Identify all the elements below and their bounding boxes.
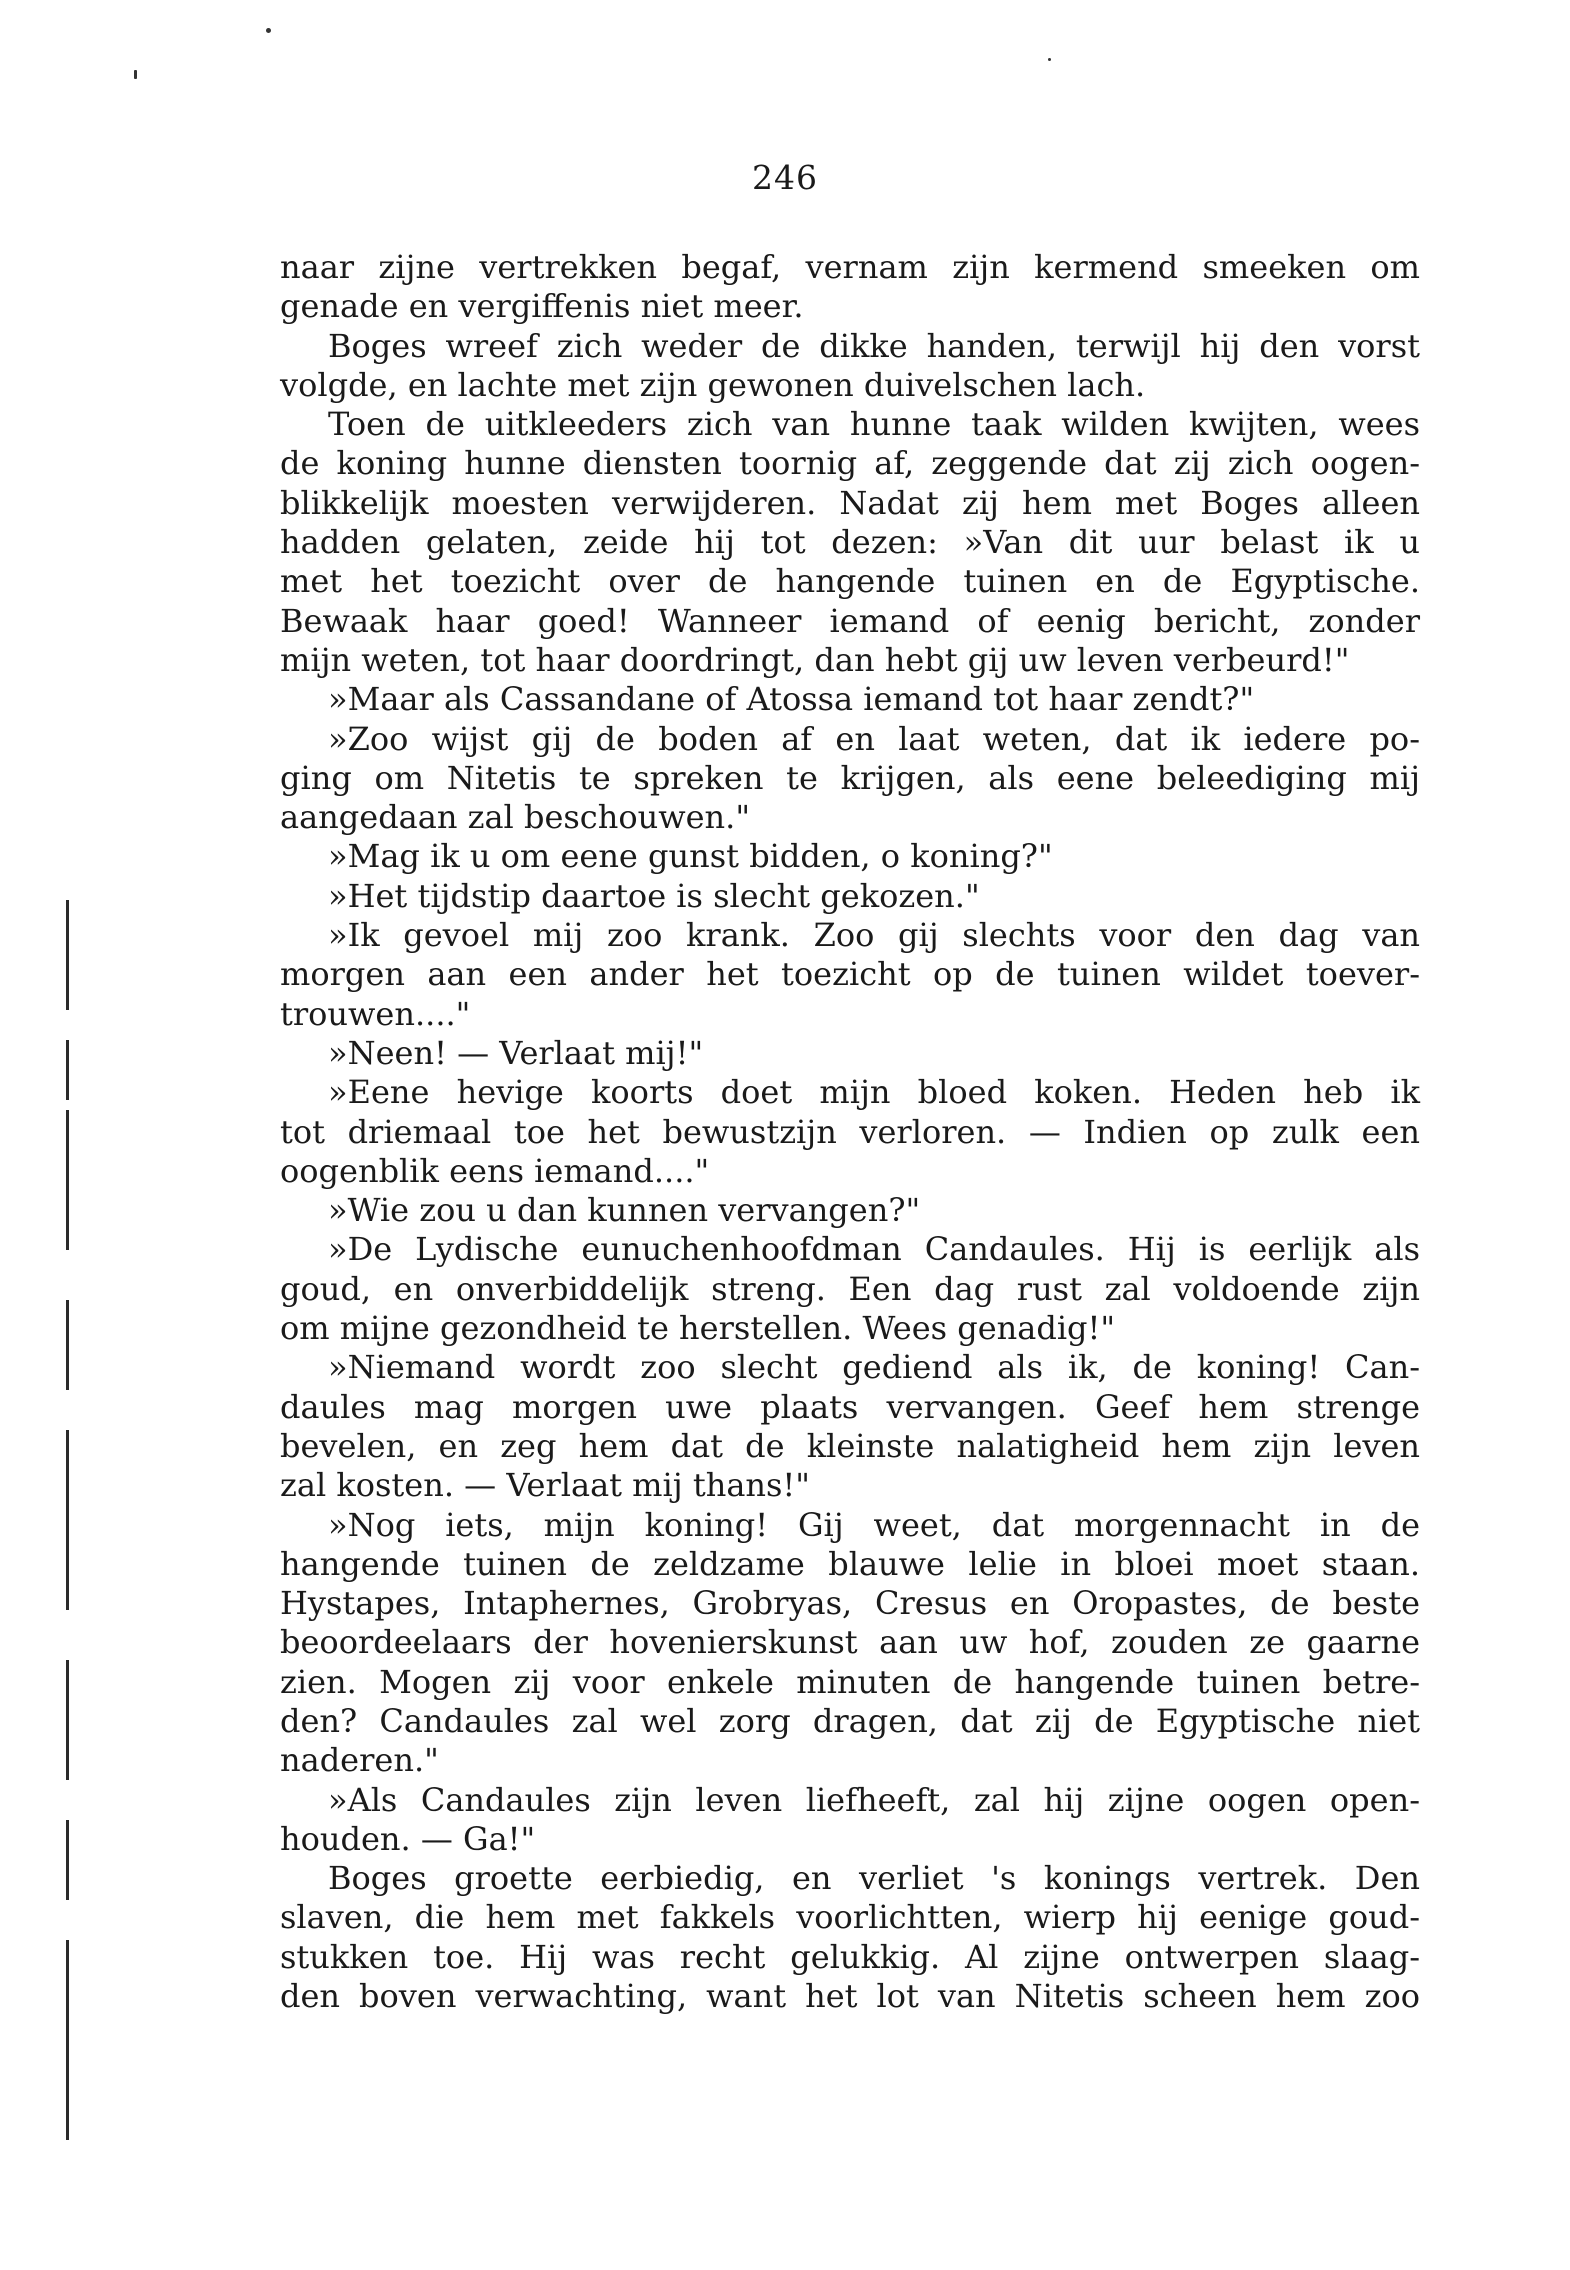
text-line: Boges wreef zich weder de dikke handen, terwijl hij den vorst	[328, 326, 1420, 365]
text-line: »Eene hevige koorts doet mijn bloed koken. Heden heb ik	[328, 1073, 1420, 1112]
text-line: oogenblik eens iemand...."	[280, 1151, 710, 1190]
text-line: trouwen...."	[280, 994, 471, 1033]
text-line: blikkelijk moesten verwijderen. Nadat zij hem met Boges alleen	[280, 483, 1420, 522]
text-line: »Ik gevoel mij zoo krank. Zoo gij slechts voor den dag van	[328, 916, 1420, 955]
text-line: zal kosten. — Verlaat mij thans!"	[280, 1466, 810, 1505]
text-line: goud, en onverbiddelijk streng. Een dag rust zal voldoende zijn	[280, 1269, 1420, 1308]
text-line: houden. — Ga!"	[280, 1819, 536, 1858]
text-line: Hystapes, Intaphernes, Grobryas, Cresus en Oropastes, de beste	[280, 1584, 1420, 1623]
text-line: »Zoo wijst gij de boden af en laat weten, dat ik iedere po-	[328, 719, 1420, 758]
text-line: »Nog iets, mijn koning! Gij weet, dat morgennacht in de	[328, 1505, 1420, 1544]
text-line: bevelen, en zeg hem dat de kleinste nalatigheid hem zijn leven	[280, 1426, 1420, 1465]
speck-mark	[1048, 58, 1051, 61]
text-line: mijn weten, tot haar doordringt, dan hebt gij uw leven verbeurd!"	[280, 640, 1350, 679]
text-line: naar zijne vertrekken begaf, vernam zijn kermend smeeken om	[280, 248, 1420, 286]
text-line: volgde, en lachte met zijn gewonen duivelschen lach.	[280, 365, 1146, 404]
text-line: hadden gelaten, zeide hij tot dezen: »Van dit uur belast ik u	[280, 523, 1420, 562]
text-line: daules mag morgen uwe plaats vervangen. Geef hem strenge	[280, 1387, 1420, 1426]
text-line: »Niemand wordt zoo slecht gediend als ik, de koning! Can-	[328, 1348, 1420, 1387]
binding-edge-marks	[60, 780, 80, 2160]
text-line: beoordeelaars der hovenierskunst aan uw hof, zouden ze gaarne	[280, 1623, 1420, 1662]
text-line: ging om Nitetis te spreken te krijgen, als eene beleediging mij	[280, 758, 1420, 797]
text-line: hangende tuinen de zeldzame blauwe lelie in bloei moet staan.	[280, 1544, 1420, 1583]
text-line: zien. Mogen zij voor enkele minuten de hangende tuinen betre-	[280, 1662, 1420, 1701]
text-line: »Als Candaules zijn leven liefheeft, zal hij zijne oogen open-	[328, 1780, 1420, 1819]
text-line: tot driemaal toe het bewustzijn verloren. — Indien op zulk een	[280, 1112, 1420, 1151]
text-line: aangedaan zal beschouwen."	[280, 798, 751, 837]
text-line: genade en vergiffenis niet meer.	[280, 287, 804, 326]
speck-mark	[134, 70, 137, 79]
text-line: »Wie zou u dan kunnen vervangen?"	[328, 1191, 921, 1230]
text-line: naderen."	[280, 1741, 439, 1780]
page-number: 246	[752, 158, 818, 197]
text-line: den? Candaules zal wel zorg dragen, dat zij de Egyptische niet	[280, 1701, 1420, 1740]
text-line: slaven, die hem met fakkels voorlichtten, wierp hij eenige goud-	[280, 1898, 1420, 1937]
text-line: stukken toe. Hij was recht gelukkig. Al zijne ontwerpen slaag-	[280, 1937, 1420, 1976]
text-line: »Mag ik u om eene gunst bidden, o koning?"	[328, 837, 1053, 876]
text-line: Boges groette eerbiedig, en verliet 's konings vertrek. Den	[328, 1859, 1420, 1898]
text-line: morgen aan een ander het toezicht op de tuinen wildet toever-	[280, 955, 1420, 994]
text-line: Bewaak haar goed! Wanneer iemand of eenig bericht, zonder	[280, 601, 1420, 640]
speck-mark	[266, 28, 271, 33]
text-line: »Maar als Cassandane of Atossa iemand tot haar zendt?"	[328, 680, 1255, 719]
text-line: den boven verwachting, want het lot van Nitetis scheen hem zoo	[280, 1977, 1420, 2016]
text-line: de koning hunne diensten toornig af, zeggende dat zij zich oogen-	[280, 444, 1420, 483]
text-line: met het toezicht over de hangende tuinen en de Egyptische.	[280, 562, 1420, 601]
body-text	[280, 248, 1420, 2016]
text-line: »De Lydische eunuchenhoofdman Candaules. Hij is eerlijk als	[328, 1230, 1420, 1269]
text-line: om mijne gezondheid te herstellen. Wees genadig!"	[280, 1309, 1116, 1348]
text-line: »Neen! — Verlaat mij!"	[328, 1033, 704, 1072]
text-line: »Het tijdstip daartoe is slecht gekozen."	[328, 876, 980, 915]
text-line: Toen de uitkleeders zich van hunne taak wilden kwijten, wees	[328, 405, 1420, 444]
